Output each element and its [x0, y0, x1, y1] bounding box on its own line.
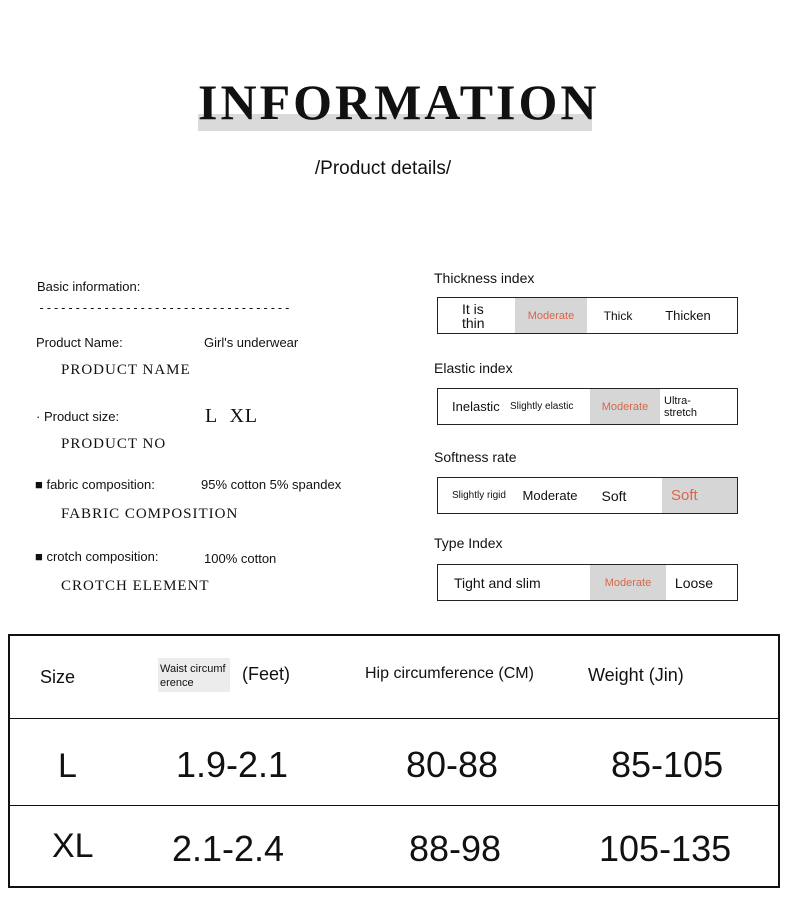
- product-size-value: L XL: [205, 405, 259, 427]
- table-row-hip: 80-88: [406, 744, 499, 785]
- crotch-label: ■ crotch composition:: [35, 549, 159, 564]
- page-title: INFORMATION: [198, 74, 600, 130]
- product-name-value: Girl's underwear: [204, 335, 299, 350]
- type-option-moderate: Moderate: [590, 565, 666, 600]
- thickness-option-moderate: Moderate: [515, 298, 587, 333]
- header-waist: Waist circumference: [160, 663, 226, 689]
- header-feet: (Feet): [242, 664, 291, 684]
- thickness-option-thin: It is thin: [462, 300, 485, 331]
- table-row-waist: 1.9-2.1: [176, 744, 289, 785]
- header-hip: Hip circumference (CM): [365, 665, 534, 682]
- header-waist-badge: [158, 658, 230, 692]
- elastic-option-ultra-stretch: Ultra-stretch: [664, 394, 698, 419]
- product-size-caption: PRODUCT NO: [61, 436, 167, 452]
- page-subtitle: /Product details/: [314, 158, 452, 179]
- table-row-divider: [10, 805, 778, 806]
- softness-option-soft-selected: Soft: [662, 478, 737, 513]
- softness-option-soft: Soft: [601, 487, 627, 504]
- product-size-label: · Product size:: [36, 409, 120, 424]
- table-row-size: L: [58, 747, 77, 785]
- softness-option-rigid: Slightly rigid: [452, 490, 506, 501]
- crotch-value: 100% cotton: [204, 551, 277, 566]
- thickness-option-thicken: Thicken: [665, 308, 711, 323]
- softness-option-moderate: Moderate: [522, 488, 578, 503]
- table-row-weight: 85-105: [611, 744, 724, 785]
- type-index-scale: [437, 564, 738, 601]
- table-row-waist: 2.1-2.4: [172, 828, 285, 869]
- table-row-size: XL: [52, 827, 94, 865]
- size-table: [8, 634, 780, 888]
- type-option-loose: Loose: [674, 574, 714, 591]
- basic-info-divider: -----------------------------------: [38, 301, 291, 315]
- product-name-caption: PRODUCT NAME: [61, 362, 191, 378]
- thickness-option-thick: Thick: [603, 308, 633, 323]
- elastic-option-slightly: Slightly elastic: [510, 401, 574, 412]
- elastic-option-inelastic: Inelastic: [452, 399, 500, 414]
- table-row-weight: 105-135: [599, 828, 732, 869]
- elastic-option-moderate: Moderate: [590, 389, 660, 424]
- table-row-hip: 88-98: [409, 828, 502, 869]
- crotch-caption: CROTCH ELEMENT: [61, 578, 210, 594]
- fabric-label: ■ fabric composition:: [35, 477, 155, 492]
- thickness-index-title: Thickness index: [434, 270, 535, 286]
- softness-rate-title: Softness rate: [434, 449, 517, 465]
- fabric-value: 95% cotton 5% spandex: [201, 477, 342, 492]
- table-header-divider: [10, 718, 778, 719]
- header-weight: Weight (Jin): [588, 665, 684, 685]
- product-name-label: Product Name:: [36, 335, 123, 350]
- thickness-index-scale: [437, 297, 738, 334]
- type-index-title: Type Index: [434, 535, 503, 551]
- type-option-tight: Tight and slim: [454, 574, 541, 591]
- basic-info-heading: Basic information:: [37, 279, 141, 294]
- fabric-caption: FABRIC COMPOSITION: [61, 506, 239, 522]
- elastic-index-scale: [437, 388, 738, 425]
- softness-rate-scale: [437, 477, 738, 514]
- elastic-index-title: Elastic index: [434, 360, 513, 376]
- header-size: Size: [40, 667, 76, 687]
